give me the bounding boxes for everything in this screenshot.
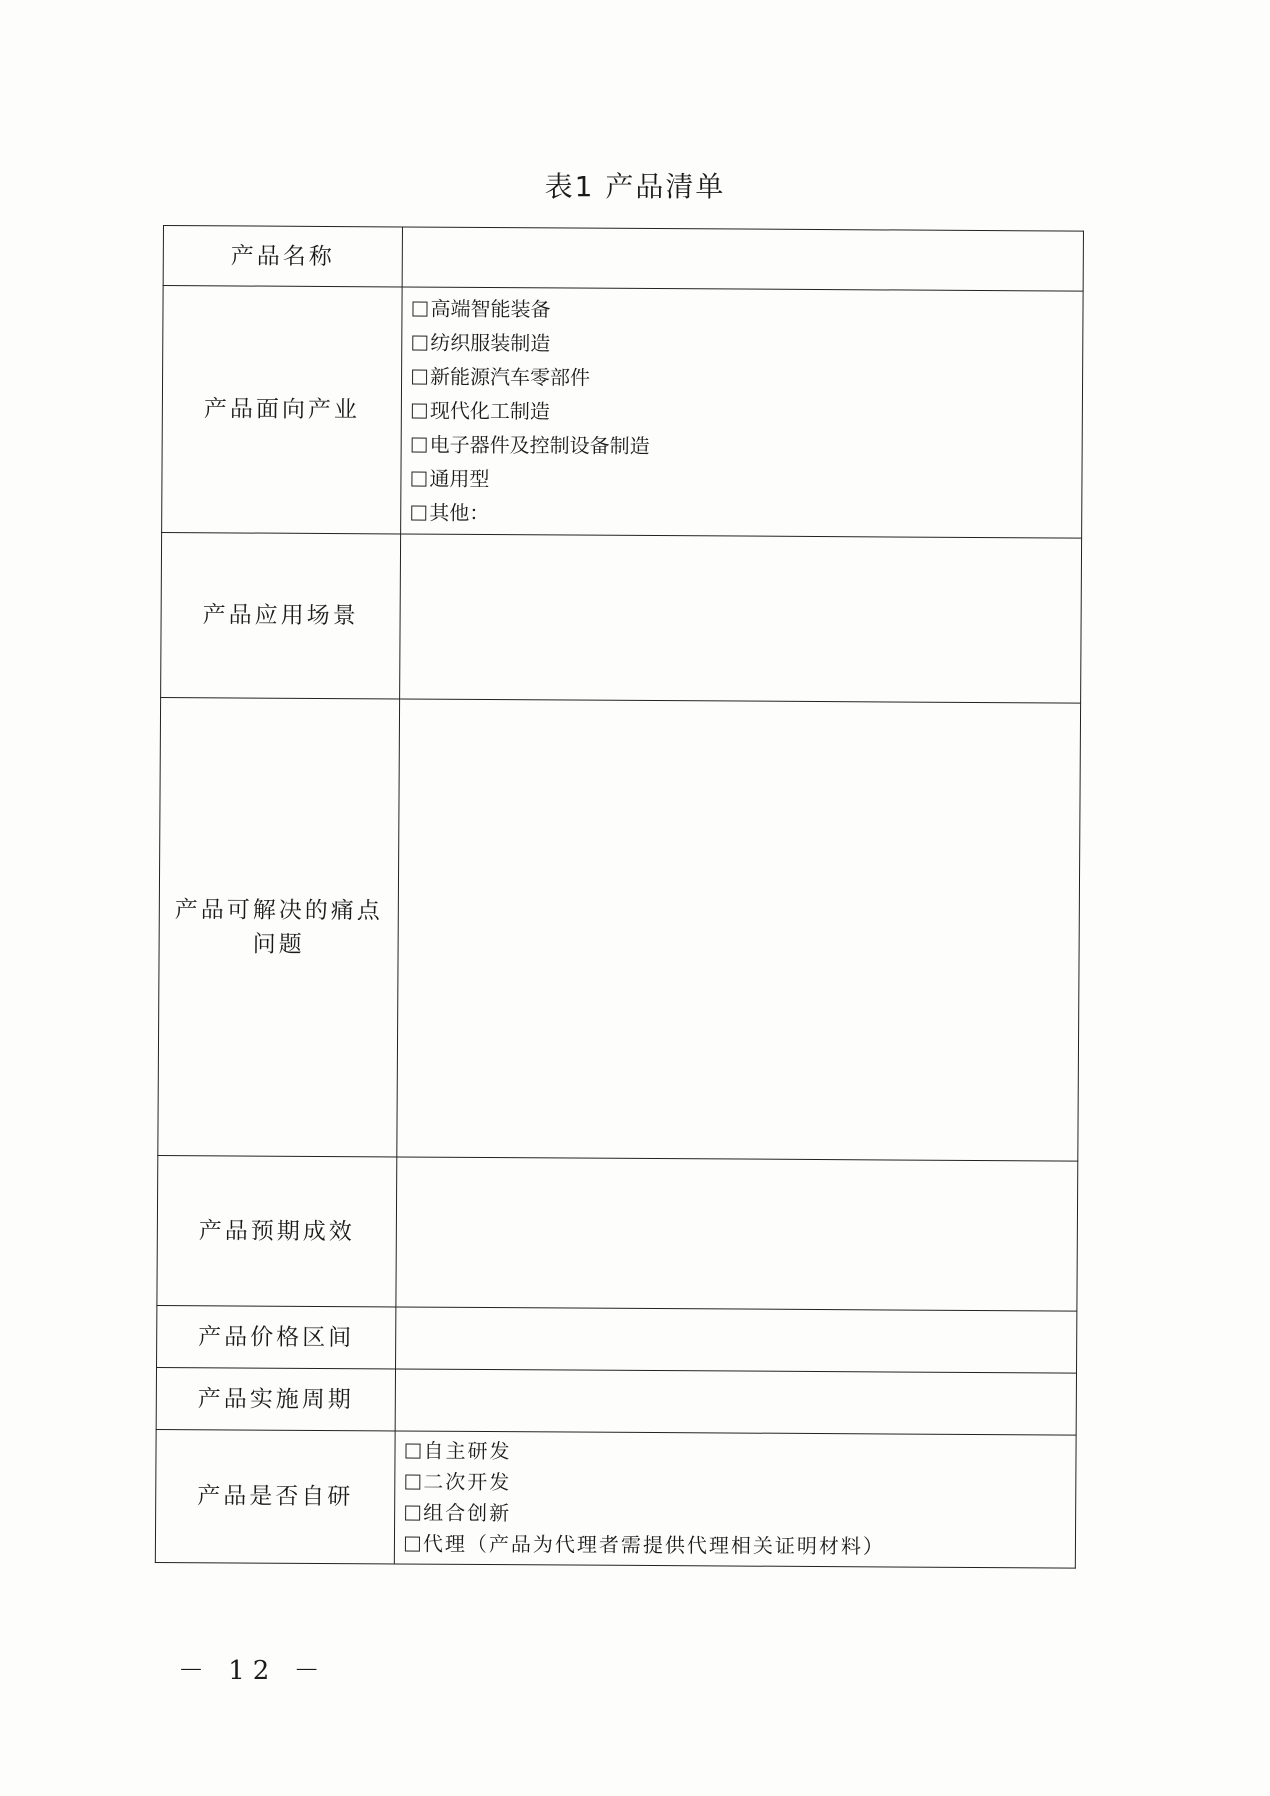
option-industry-1[interactable]: 纺织服装制造 [412,326,1072,364]
label-price: 产品价格区间 [157,1305,396,1368]
checkbox-icon[interactable] [412,370,427,385]
option-self-developed-2[interactable]: 组合创新 [405,1498,1065,1533]
self-developed-options [394,1431,1076,1568]
row-scenario [161,532,1082,703]
checkbox-icon[interactable] [412,336,427,351]
option-self-developed-1[interactable]: 二次开发 [405,1467,1065,1502]
row-pain-points [158,697,1081,1161]
field-product-name[interactable] [402,227,1083,291]
label-outcome: 产品预期成效 [157,1155,397,1306]
checkbox-icon[interactable] [411,506,426,521]
label-industry: 产品面向产业 [162,286,403,534]
option-industry-2[interactable]: 新能源汽车零部件 [412,360,1072,398]
row-industry [162,286,1083,539]
label-self-developed: 产品是否自研 [155,1429,395,1563]
option-industry-5[interactable]: 通用型 [411,462,1071,500]
field-price[interactable] [396,1307,1077,1373]
label-period: 产品实施周期 [156,1367,395,1430]
field-outcome[interactable] [396,1157,1078,1311]
industry-options [401,287,1083,538]
checkbox-icon[interactable] [405,1444,420,1459]
row-product-name [163,226,1083,292]
row-outcome [157,1155,1078,1311]
option-industry-6[interactable]: 其他： [411,496,1071,534]
option-self-developed-3[interactable]: 代理（产品为代理者需提供代理相关证明材料） [405,1529,1065,1564]
page-number: － 12 － [178,1656,328,1686]
label-scenario: 产品应用场景 [161,532,401,698]
option-industry-0[interactable]: 高端智能装备 [412,292,1072,330]
label-product-name: 产品名称 [163,226,402,287]
row-period [156,1367,1076,1435]
product-list-table [155,225,1084,1569]
row-self-developed [155,1429,1076,1568]
field-period[interactable] [395,1369,1076,1435]
option-industry-4[interactable]: 电子器件及控制设备制造 [412,428,1072,466]
checkbox-icon[interactable] [411,472,426,487]
checkbox-icon[interactable] [405,1537,420,1552]
field-scenario[interactable] [400,534,1082,703]
checkbox-icon[interactable] [412,302,427,317]
option-self-developed-0[interactable]: 自主研发 [405,1436,1065,1471]
checkbox-icon[interactable] [412,438,427,453]
label-pain-points: 产品可解决的痛点问题 [158,697,400,1156]
page-title: 表1 产品清单 [544,170,726,203]
checkbox-icon[interactable] [405,1506,420,1521]
field-pain-points[interactable] [397,699,1081,1161]
checkbox-icon[interactable] [405,1475,420,1490]
checkbox-icon[interactable] [412,404,427,419]
row-price [157,1305,1077,1373]
option-industry-3[interactable]: 现代化工制造 [412,394,1072,432]
